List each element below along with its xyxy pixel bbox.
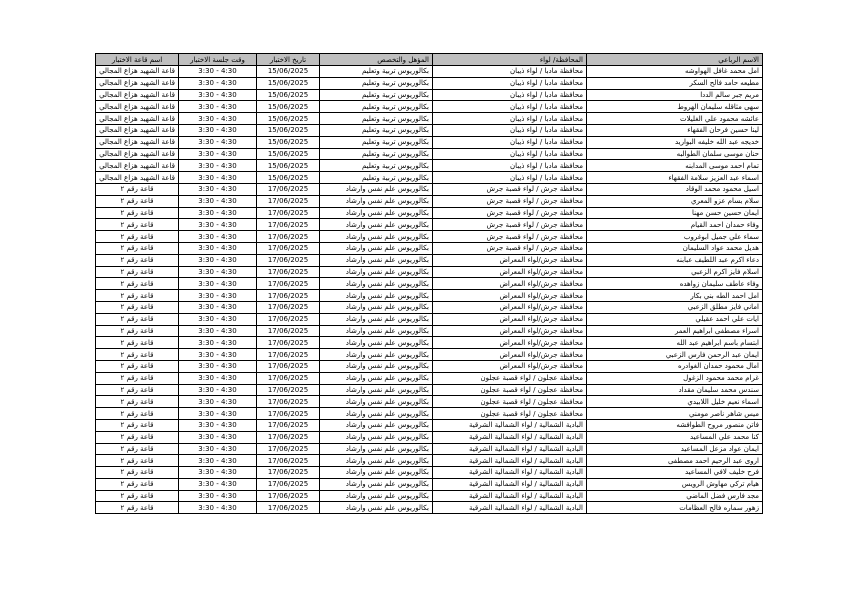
cell-full-name: خديجه عبد الله خليفه البواريد: [587, 136, 763, 148]
header-full-name: الاسم الرباعي: [587, 54, 763, 66]
cell-exam-date: 17/06/2025: [257, 242, 320, 254]
cell-governorate: محافظة جرش/لواء المعراض: [433, 325, 587, 337]
cell-exam-hall: قاعة الشهيد هزاع المجالي: [96, 101, 179, 113]
table-row: [96, 113, 763, 125]
cell-exam-hall: قاعة رقم ٢: [96, 290, 179, 302]
cell-governorate: البادية الشمالية / لواء الشمالية الشرقية: [433, 455, 587, 467]
cell-governorate: البادية الشمالية / لواء الشمالية الشرقية: [433, 443, 587, 455]
cell-exam-time: 3:30 - 4:30: [179, 502, 257, 514]
cell-exam-date: 15/06/2025: [257, 124, 320, 136]
cell-exam-date: 17/06/2025: [257, 278, 320, 290]
cell-governorate: محافظة مادبا / لواء ذيبان: [433, 124, 587, 136]
table-row: [96, 89, 763, 101]
cell-exam-date: 15/06/2025: [257, 77, 320, 89]
cell-exam-hall: قاعة رقم ٢: [96, 325, 179, 337]
cell-exam-time: 3:30 - 4:30: [179, 66, 257, 78]
cell-full-name: امل احمد الطه بني بكار: [587, 290, 763, 302]
cell-exam-date: 17/06/2025: [257, 372, 320, 384]
header-row: [96, 54, 763, 66]
cell-qualification: بكالوريوس علم نفس وارشاد: [320, 231, 433, 243]
cell-governorate: محافظة جرش/لواء المعراض: [433, 278, 587, 290]
cell-exam-hall: قاعة رقم ٢: [96, 337, 179, 349]
cell-full-name: اسلام فايز اكرم الزعبي: [587, 266, 763, 278]
cell-exam-date: 17/06/2025: [257, 490, 320, 502]
cell-full-name: اسماء عبد العزيز سلامة الفقهاء: [587, 172, 763, 184]
cell-exam-date: 17/06/2025: [257, 219, 320, 231]
table-row: [96, 254, 763, 266]
cell-exam-hall: قاعة الشهيد هزاع المجالي: [96, 124, 179, 136]
cell-exam-hall: قاعة رقم ٢: [96, 384, 179, 396]
cell-exam-date: 17/06/2025: [257, 419, 320, 431]
cell-exam-hall: قاعة رقم ٢: [96, 408, 179, 420]
cell-exam-time: 3:30 - 4:30: [179, 301, 257, 313]
table-row: [96, 490, 763, 502]
cell-exam-time: 3:30 - 4:30: [179, 124, 257, 136]
cell-full-name: ايمان عواد مزعل المساعيد: [587, 443, 763, 455]
cell-governorate: محافظة مادبا / لواء ذيبان: [433, 172, 587, 184]
cell-exam-date: 17/06/2025: [257, 384, 320, 396]
cell-qualification: بكالوريوس تربية وتعليم: [320, 148, 433, 160]
cell-qualification: بكالوريوس علم نفس وارشاد: [320, 313, 433, 325]
cell-exam-date: 15/06/2025: [257, 66, 320, 78]
cell-exam-date: 17/06/2025: [257, 301, 320, 313]
cell-full-name: دعاء اكرم عبد اللطيف عبابنه: [587, 254, 763, 266]
cell-qualification: بكالوريوس تربية وتعليم: [320, 89, 433, 101]
exam-schedule-table: [95, 53, 763, 514]
cell-full-name: امل محمد غافل الهواوشه: [587, 66, 763, 78]
cell-full-name: امال محمود حمدان الغوادره: [587, 360, 763, 372]
table-row: [96, 431, 763, 443]
header-exam-date: تاريخ الاختبار: [257, 54, 320, 66]
table-row: [96, 502, 763, 514]
cell-full-name: ايمان حسين حسن مهنا: [587, 207, 763, 219]
table-row: [96, 396, 763, 408]
cell-governorate: محافظة مادبا / لواء ذيبان: [433, 89, 587, 101]
cell-exam-date: 17/06/2025: [257, 290, 320, 302]
cell-governorate: محافظة جرش / لواء قصبة جرش: [433, 183, 587, 195]
cell-exam-time: 3:30 - 4:30: [179, 313, 257, 325]
cell-exam-hall: قاعة رقم ٢: [96, 490, 179, 502]
cell-exam-hall: قاعة رقم ٢: [96, 431, 179, 443]
cell-exam-time: 3:30 - 4:30: [179, 113, 257, 125]
cell-governorate: البادية الشمالية / لواء الشمالية الشرقية: [433, 419, 587, 431]
table-row: [96, 278, 763, 290]
cell-full-name: كنا محمد علي المساعيد: [587, 431, 763, 443]
cell-governorate: محافظة مادبا / لواء ذيبان: [433, 136, 587, 148]
cell-exam-date: 15/06/2025: [257, 160, 320, 172]
table-row: [96, 360, 763, 372]
cell-exam-date: 15/06/2025: [257, 172, 320, 184]
cell-exam-hall: قاعة رقم ٢: [96, 301, 179, 313]
header-qualification: المؤهل والتخصص: [320, 54, 433, 66]
cell-qualification: بكالوريوس تربية وتعليم: [320, 77, 433, 89]
cell-exam-hall: قاعة رقم ٢: [96, 502, 179, 514]
cell-exam-time: 3:30 - 4:30: [179, 278, 257, 290]
cell-qualification: بكالوريوس علم نفس وارشاد: [320, 455, 433, 467]
cell-exam-time: 3:30 - 4:30: [179, 467, 257, 479]
table-row: [96, 148, 763, 160]
cell-exam-time: 3:30 - 4:30: [179, 290, 257, 302]
cell-exam-hall: قاعة الشهيد هزاع المجالي: [96, 77, 179, 89]
cell-full-name: فرح خليف لافي المساعيد: [587, 467, 763, 479]
cell-exam-time: 3:30 - 4:30: [179, 231, 257, 243]
table-body: [96, 66, 763, 514]
cell-full-name: وفاء عاطف سليمان زواهده: [587, 278, 763, 290]
cell-governorate: محافظة جرش / لواء قصبة جرش: [433, 195, 587, 207]
cell-exam-hall: قاعة الشهيد هزاع المجالي: [96, 148, 179, 160]
cell-full-name: سماء علي جميل ابوغروب: [587, 231, 763, 243]
cell-exam-time: 3:30 - 4:30: [179, 360, 257, 372]
cell-governorate: محافظة عجلون / لواء قصبة عجلون: [433, 372, 587, 384]
table-row: [96, 207, 763, 219]
cell-qualification: بكالوريوس تربية وتعليم: [320, 101, 433, 113]
header-exam-time: وقت جلسة الاختبار: [179, 54, 257, 66]
table-row: [96, 136, 763, 148]
table-row: [96, 419, 763, 431]
cell-governorate: محافظة جرش / لواء قصبة جرش: [433, 231, 587, 243]
cell-exam-date: 17/06/2025: [257, 349, 320, 361]
cell-qualification: بكالوريوس تربية وتعليم: [320, 136, 433, 148]
cell-exam-date: 17/06/2025: [257, 502, 320, 514]
cell-exam-date: 17/06/2025: [257, 467, 320, 479]
cell-exam-date: 17/06/2025: [257, 396, 320, 408]
cell-exam-hall: قاعة رقم ٢: [96, 419, 179, 431]
cell-full-name: ايمان عبد الرحمن فارس الزعبي: [587, 349, 763, 361]
cell-exam-date: 15/06/2025: [257, 136, 320, 148]
cell-exam-hall: قاعة رقم ٢: [96, 467, 179, 479]
table-row: [96, 467, 763, 479]
cell-qualification: بكالوريوس علم نفس وارشاد: [320, 490, 433, 502]
cell-full-name: ابتسام باسم ابراهيم عبد الله: [587, 337, 763, 349]
cell-exam-time: 3:30 - 4:30: [179, 172, 257, 184]
cell-exam-date: 17/06/2025: [257, 478, 320, 490]
cell-exam-hall: قاعة رقم ٢: [96, 443, 179, 455]
cell-governorate: محافظة جرش/لواء المعراض: [433, 313, 587, 325]
cell-exam-time: 3:30 - 4:30: [179, 101, 257, 113]
table-header: [96, 54, 763, 66]
cell-governorate: البادية الشمالية / لواء الشمالية الشرقية: [433, 478, 587, 490]
cell-exam-date: 17/06/2025: [257, 443, 320, 455]
cell-full-name: هيام تركي مهاوش الرويس: [587, 478, 763, 490]
table-row: [96, 325, 763, 337]
cell-full-name: غرام محمد محمود الزغول: [587, 372, 763, 384]
table-row: [96, 337, 763, 349]
cell-exam-time: 3:30 - 4:30: [179, 148, 257, 160]
cell-exam-time: 3:30 - 4:30: [179, 408, 257, 420]
cell-full-name: زهور سماره فالح العظامات: [587, 502, 763, 514]
cell-exam-hall: قاعة الشهيد هزاع المجالي: [96, 66, 179, 78]
cell-governorate: البادية الشمالية / لواء الشمالية الشرقية: [433, 467, 587, 479]
cell-governorate: محافظة مادبا / لواء ذيبان: [433, 101, 587, 113]
cell-exam-hall: قاعة الشهيد هزاع المجالي: [96, 89, 179, 101]
cell-full-name: سهى مثاقله سليمان الهروط: [587, 101, 763, 113]
cell-qualification: بكالوريوس علم نفس وارشاد: [320, 502, 433, 514]
cell-exam-hall: قاعة الشهيد هزاع المجالي: [96, 160, 179, 172]
cell-governorate: البادية الشمالية / لواء الشمالية الشرقية: [433, 490, 587, 502]
cell-qualification: بكالوريوس علم نفس وارشاد: [320, 183, 433, 195]
cell-exam-date: 17/06/2025: [257, 195, 320, 207]
cell-qualification: بكالوريوس تربية وتعليم: [320, 113, 433, 125]
cell-full-name: سلام بسام عزو المعري: [587, 195, 763, 207]
header-governorate: المحافظة/ لواء: [433, 54, 587, 66]
cell-exam-time: 3:30 - 4:30: [179, 195, 257, 207]
table-row: [96, 195, 763, 207]
cell-exam-hall: قاعة رقم ٢: [96, 455, 179, 467]
table-row: [96, 372, 763, 384]
cell-qualification: بكالوريوس علم نفس وارشاد: [320, 290, 433, 302]
table-row: [96, 101, 763, 113]
cell-exam-hall: قاعة الشهيد هزاع المجالي: [96, 113, 179, 125]
cell-governorate: محافظة عجلون / لواء قصبة عجلون: [433, 384, 587, 396]
cell-governorate: محافظة عجلون / لواء قصبة عجلون: [433, 396, 587, 408]
cell-exam-time: 3:30 - 4:30: [179, 431, 257, 443]
table-row: [96, 384, 763, 396]
cell-governorate: محافظة جرش/لواء المعراض: [433, 301, 587, 313]
cell-qualification: بكالوريوس علم نفس وارشاد: [320, 443, 433, 455]
cell-qualification: بكالوريوس علم نفس وارشاد: [320, 408, 433, 420]
cell-qualification: بكالوريوس علم نفس وارشاد: [320, 254, 433, 266]
cell-exam-date: 17/06/2025: [257, 325, 320, 337]
cell-governorate: محافظة جرش/لواء المعراض: [433, 360, 587, 372]
cell-governorate: محافظة مادبا / لواء ذيبان: [433, 77, 587, 89]
cell-qualification: بكالوريوس علم نفس وارشاد: [320, 384, 433, 396]
cell-governorate: البادية الشمالية / لواء الشمالية الشرقية: [433, 502, 587, 514]
cell-exam-hall: قاعة رقم ٢: [96, 254, 179, 266]
cell-exam-hall: قاعة رقم ٢: [96, 231, 179, 243]
cell-governorate: محافظة عجلون / لواء قصبة عجلون: [433, 408, 587, 420]
cell-exam-date: 17/06/2025: [257, 408, 320, 420]
cell-exam-time: 3:30 - 4:30: [179, 219, 257, 231]
cell-governorate: محافظة مادبا / لواء ذيبان: [433, 113, 587, 125]
cell-qualification: بكالوريوس علم نفس وارشاد: [320, 278, 433, 290]
cell-governorate: البادية الشمالية / لواء الشمالية الشرقية: [433, 431, 587, 443]
cell-exam-date: 17/06/2025: [257, 266, 320, 278]
cell-exam-date: 17/06/2025: [257, 231, 320, 243]
cell-full-name: اروى عبد الرحيم احمد مصطفى: [587, 455, 763, 467]
cell-qualification: بكالوريوس علم نفس وارشاد: [320, 266, 433, 278]
table-row: [96, 266, 763, 278]
cell-exam-time: 3:30 - 4:30: [179, 242, 257, 254]
cell-exam-time: 3:30 - 4:30: [179, 478, 257, 490]
cell-full-name: مجد فارس فضل الماضي: [587, 490, 763, 502]
cell-qualification: بكالوريوس علم نفس وارشاد: [320, 478, 433, 490]
cell-exam-hall: قاعة الشهيد هزاع المجالي: [96, 136, 179, 148]
cell-exam-hall: قاعة رقم ٢: [96, 360, 179, 372]
cell-exam-time: 3:30 - 4:30: [179, 455, 257, 467]
cell-qualification: بكالوريوس علم نفس وارشاد: [320, 396, 433, 408]
cell-exam-date: 15/06/2025: [257, 89, 320, 101]
cell-governorate: محافظة مادبا / لواء ذيبان: [433, 160, 587, 172]
table-row: [96, 443, 763, 455]
cell-exam-date: 17/06/2025: [257, 207, 320, 219]
cell-exam-date: 15/06/2025: [257, 148, 320, 160]
table-row: [96, 408, 763, 420]
table-row: [96, 349, 763, 361]
cell-exam-hall: قاعة رقم ٢: [96, 349, 179, 361]
cell-full-name: اماني فايز مطلق الزعبي: [587, 301, 763, 313]
table-row: [96, 66, 763, 78]
cell-exam-time: 3:30 - 4:30: [179, 207, 257, 219]
cell-exam-date: 17/06/2025: [257, 455, 320, 467]
cell-exam-time: 3:30 - 4:30: [179, 160, 257, 172]
cell-exam-date: 15/06/2025: [257, 113, 320, 125]
cell-exam-hall: قاعة رقم ٢: [96, 219, 179, 231]
cell-full-name: حنان موسى سلمان الطوالبه: [587, 148, 763, 160]
cell-full-name: اسيل محمود محمد الوقاد: [587, 183, 763, 195]
cell-exam-hall: قاعة رقم ٢: [96, 183, 179, 195]
cell-exam-time: 3:30 - 4:30: [179, 372, 257, 384]
table-row: [96, 172, 763, 184]
cell-qualification: بكالوريوس علم نفس وارشاد: [320, 301, 433, 313]
table-row: [96, 301, 763, 313]
cell-exam-date: 17/06/2025: [257, 254, 320, 266]
cell-exam-time: 3:30 - 4:30: [179, 136, 257, 148]
cell-exam-time: 3:30 - 4:30: [179, 254, 257, 266]
table-row: [96, 290, 763, 302]
table-row: [96, 219, 763, 231]
cell-full-name: مريم جبر سالم الددا: [587, 89, 763, 101]
exam-schedule-sheet: [95, 53, 762, 514]
cell-full-name: تمام احمد موسى المدابنه: [587, 160, 763, 172]
cell-full-name: مطيعه حامد فالح السكر: [587, 77, 763, 89]
cell-exam-time: 3:30 - 4:30: [179, 349, 257, 361]
cell-qualification: بكالوريوس علم نفس وارشاد: [320, 207, 433, 219]
cell-qualification: بكالوريوس علم نفس وارشاد: [320, 431, 433, 443]
cell-exam-date: 17/06/2025: [257, 360, 320, 372]
header-exam-hall: اسم قاعة الاختبار: [96, 54, 179, 66]
cell-qualification: بكالوريوس علم نفس وارشاد: [320, 419, 433, 431]
cell-governorate: محافظة جرش / لواء قصبة جرش: [433, 207, 587, 219]
table-row: [96, 124, 763, 136]
cell-full-name: هديل محمد عواد السليمان: [587, 242, 763, 254]
table-row: [96, 478, 763, 490]
table-row: [96, 313, 763, 325]
cell-qualification: بكالوريوس علم نفس وارشاد: [320, 195, 433, 207]
cell-exam-date: 17/06/2025: [257, 431, 320, 443]
cell-exam-hall: قاعة رقم ٢: [96, 207, 179, 219]
cell-governorate: محافظة جرش / لواء قصبة جرش: [433, 242, 587, 254]
cell-exam-time: 3:30 - 4:30: [179, 266, 257, 278]
cell-exam-time: 3:30 - 4:30: [179, 77, 257, 89]
cell-exam-hall: قاعة رقم ٢: [96, 195, 179, 207]
cell-full-name: فاتن منصور مروح الطوافشه: [587, 419, 763, 431]
table-row: [96, 183, 763, 195]
cell-exam-date: 17/06/2025: [257, 183, 320, 195]
cell-qualification: بكالوريوس علم نفس وارشاد: [320, 242, 433, 254]
cell-exam-hall: قاعة رقم ٢: [96, 242, 179, 254]
cell-exam-hall: قاعة رقم ٢: [96, 478, 179, 490]
cell-exam-date: 17/06/2025: [257, 313, 320, 325]
cell-qualification: بكالوريوس تربية وتعليم: [320, 66, 433, 78]
cell-qualification: بكالوريوس علم نفس وارشاد: [320, 372, 433, 384]
cell-qualification: بكالوريوس علم نفس وارشاد: [320, 467, 433, 479]
cell-qualification: بكالوريوس علم نفس وارشاد: [320, 360, 433, 372]
cell-exam-time: 3:30 - 4:30: [179, 384, 257, 396]
table-row: [96, 242, 763, 254]
cell-exam-hall: قاعة رقم ٢: [96, 278, 179, 290]
cell-exam-time: 3:30 - 4:30: [179, 183, 257, 195]
cell-full-name: عائشه محمود علي الغليلات: [587, 113, 763, 125]
cell-exam-hall: قاعة رقم ٢: [96, 372, 179, 384]
cell-governorate: محافظة مادبا / لواء ذيبان: [433, 66, 587, 78]
cell-exam-hall: قاعة رقم ٢: [96, 313, 179, 325]
cell-exam-time: 3:30 - 4:30: [179, 419, 257, 431]
table-row: [96, 455, 763, 467]
cell-qualification: بكالوريوس تربية وتعليم: [320, 124, 433, 136]
cell-governorate: محافظة جرش/لواء المعراض: [433, 266, 587, 278]
cell-exam-hall: قاعة رقم ٢: [96, 396, 179, 408]
cell-exam-time: 3:30 - 4:30: [179, 490, 257, 502]
table-row: [96, 160, 763, 172]
cell-governorate: محافظة جرش/لواء المعراض: [433, 337, 587, 349]
table-row: [96, 231, 763, 243]
table-row: [96, 77, 763, 89]
cell-exam-date: 17/06/2025: [257, 337, 320, 349]
cell-full-name: ميس شاهر ناصر مومني: [587, 408, 763, 420]
cell-governorate: محافظة جرش/لواء المعراض: [433, 254, 587, 266]
cell-exam-time: 3:30 - 4:30: [179, 325, 257, 337]
cell-exam-time: 3:30 - 4:30: [179, 396, 257, 408]
cell-exam-date: 15/06/2025: [257, 101, 320, 113]
cell-qualification: بكالوريوس علم نفس وارشاد: [320, 219, 433, 231]
cell-full-name: وفاء حمدان احمد القيام: [587, 219, 763, 231]
cell-full-name: سندس محمد سليمان مقداد: [587, 384, 763, 396]
cell-qualification: بكالوريوس علم نفس وارشاد: [320, 337, 433, 349]
cell-governorate: محافظة جرش/لواء المعراض: [433, 349, 587, 361]
cell-exam-hall: قاعة رقم ٢: [96, 266, 179, 278]
cell-exam-time: 3:30 - 4:30: [179, 443, 257, 455]
cell-exam-time: 3:30 - 4:30: [179, 89, 257, 101]
cell-full-name: اسراء مصطفى ابراهيم العمر: [587, 325, 763, 337]
cell-governorate: محافظة مادبا / لواء ذيبان: [433, 148, 587, 160]
cell-qualification: بكالوريوس علم نفس وارشاد: [320, 349, 433, 361]
cell-exam-time: 3:30 - 4:30: [179, 337, 257, 349]
cell-qualification: بكالوريوس تربية وتعليم: [320, 160, 433, 172]
cell-exam-hall: قاعة الشهيد هزاع المجالي: [96, 172, 179, 184]
cell-qualification: بكالوريوس علم نفس وارشاد: [320, 325, 433, 337]
cell-governorate: محافظة جرش / لواء قصبة جرش: [433, 219, 587, 231]
cell-full-name: لينا حسين فرحان الفقهاء: [587, 124, 763, 136]
cell-governorate: محافظة جرش/لواء المعراض: [433, 290, 587, 302]
cell-full-name: اسماء نعيم خليل اللابيدي: [587, 396, 763, 408]
cell-full-name: ايات علي احمد عقيلي: [587, 313, 763, 325]
cell-qualification: بكالوريوس تربية وتعليم: [320, 172, 433, 184]
